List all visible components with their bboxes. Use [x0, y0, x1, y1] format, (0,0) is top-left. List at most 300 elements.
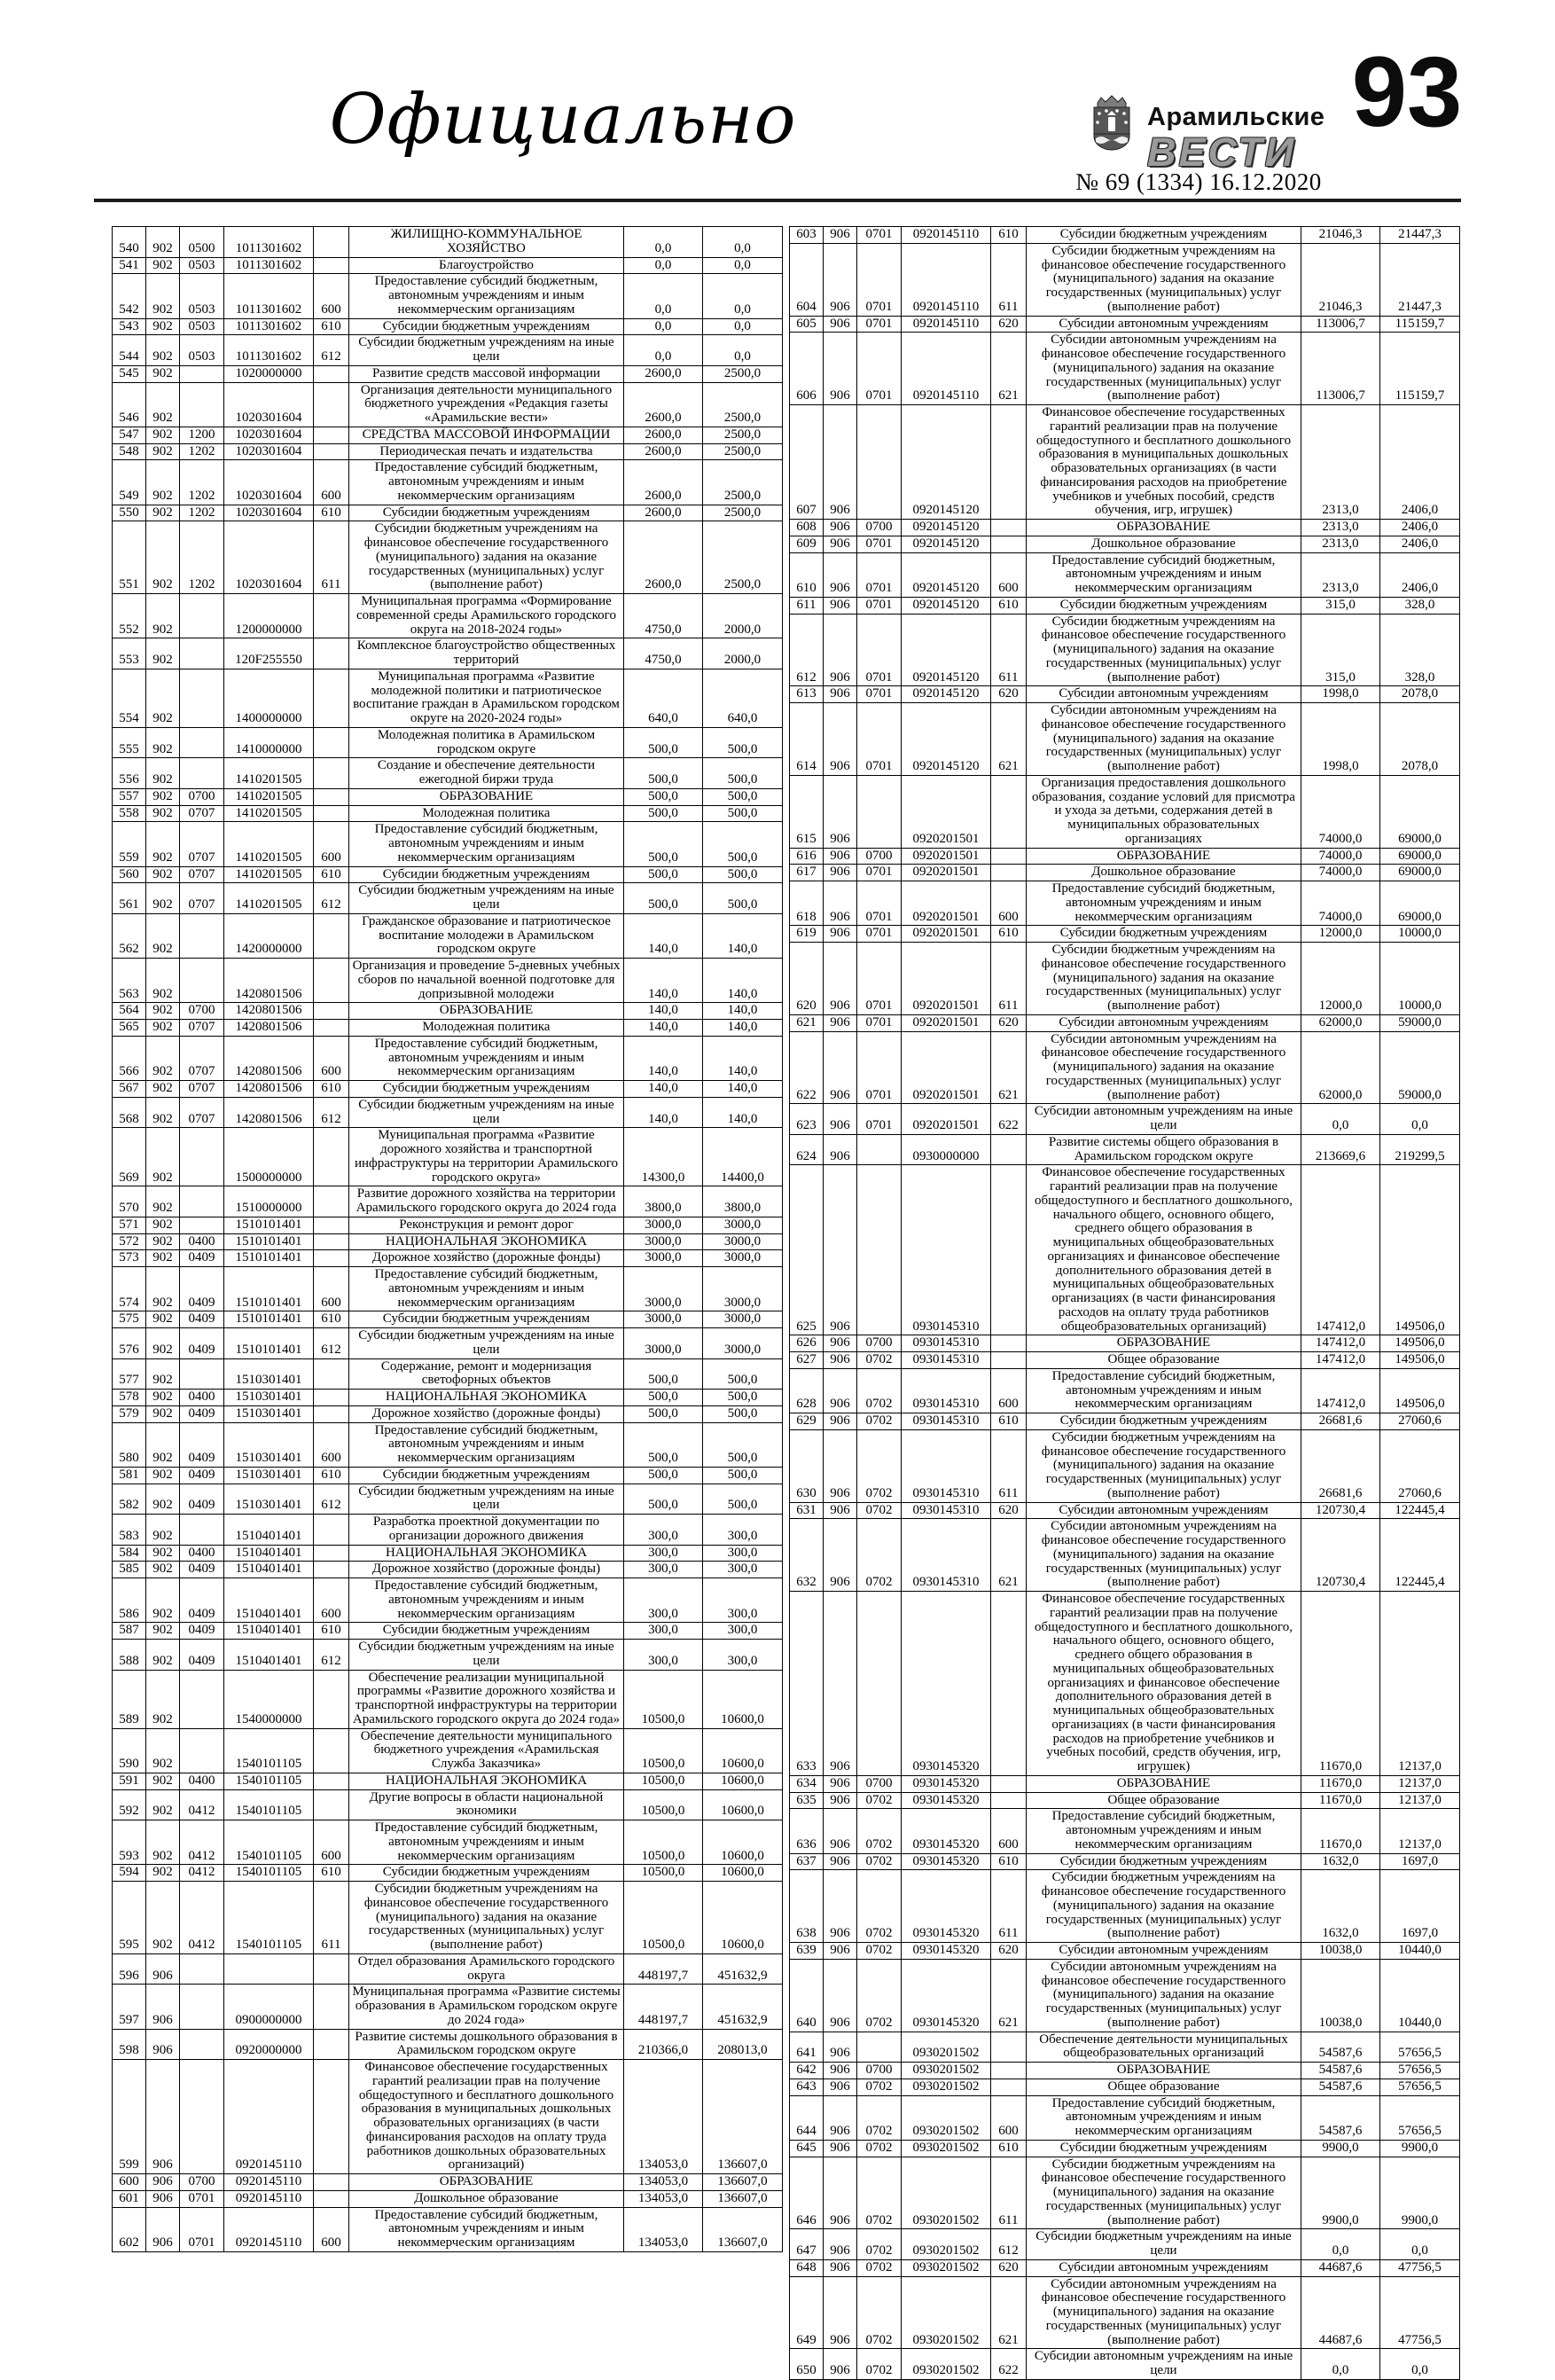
expense-type-code: 611 [991, 1870, 1027, 1943]
table-row [113, 727, 783, 758]
grbs-code: 902 [146, 1640, 180, 1671]
row-number: 590 [113, 1728, 146, 1773]
amount-col-1: 134053,0 [624, 2174, 703, 2191]
expense-name: Обеспечение деятельности муниципального бюджетного учреждения «Арамильская Служба Заказчика» [349, 1728, 624, 1773]
grbs-code: 906 [824, 1335, 857, 1352]
amount-col-1: 62000,0 [1301, 1031, 1380, 1104]
expense-name: Предоставление субсидий бюджетным, автономным учреждениям и иным некоммерческим организациям [349, 1578, 624, 1623]
row-number: 585 [113, 1562, 146, 1578]
amount-col-2: 328,0 [1380, 597, 1460, 614]
amount-col-1: 500,0 [624, 1358, 703, 1390]
expense-type-code [314, 1358, 349, 1390]
target-article-code: 0930145320 [902, 1959, 991, 2032]
grbs-code: 906 [146, 2060, 180, 2174]
grbs-code: 906 [824, 1809, 857, 1853]
amount-col-2: 47756,5 [1380, 2259, 1460, 2276]
grbs-code: 906 [146, 2029, 180, 2060]
section-code: 0412 [180, 1789, 224, 1820]
amount-col-1: 0,0 [624, 257, 703, 274]
table-row [113, 1953, 783, 1985]
target-article-code: 1410201505 [224, 866, 314, 883]
expense-type-code [314, 1545, 349, 1562]
target-article-code: 1020000000 [224, 365, 314, 382]
amount-col-2: 640,0 [703, 669, 783, 727]
section-code: 1202 [180, 460, 224, 505]
expense-type-code: 611 [991, 243, 1027, 316]
table-row [113, 1217, 783, 1233]
section-code: 0701 [857, 243, 902, 316]
expense-type-code [314, 758, 349, 789]
table-row [790, 1104, 1460, 1135]
expense-type-code: 600 [991, 2095, 1027, 2140]
row-number: 587 [113, 1623, 146, 1640]
grbs-code: 906 [824, 1134, 857, 1165]
brand-name-bottom: ВЕСТИ [1147, 129, 1297, 175]
table-row [790, 703, 1460, 776]
target-article-code: 0920145120 [902, 597, 991, 614]
row-number: 558 [113, 805, 146, 822]
target-article-code: 1510401401 [224, 1623, 314, 1640]
row-number: 628 [790, 1368, 824, 1413]
amount-col-1: 9900,0 [1301, 2140, 1380, 2157]
grbs-code: 902 [146, 1578, 180, 1623]
amount-col-1: 134053,0 [624, 2207, 703, 2251]
target-article-code: 1540101105 [224, 1728, 314, 1773]
amount-col-1: 11670,0 [1301, 1809, 1380, 1853]
expense-type-code [314, 1789, 349, 1820]
target-article-code: 1540101105 [224, 1773, 314, 1789]
grbs-code: 902 [146, 1789, 180, 1820]
amount-col-2: 10600,0 [703, 1773, 783, 1789]
expense-type-code: 600 [991, 552, 1027, 597]
expense-name: Субсидии бюджетным учреждениям [1027, 926, 1301, 943]
target-article-code: 1420801506 [224, 959, 314, 1003]
expense-name: Содержание, ремонт и модернизация светофорных объектов [349, 1358, 624, 1390]
expense-type-code [991, 1134, 1027, 1165]
amount-col-2: 10000,0 [1380, 926, 1460, 943]
amount-col-2: 451632,9 [703, 1985, 783, 2029]
row-number: 598 [113, 2029, 146, 2060]
amount-col-1: 500,0 [624, 1422, 703, 1467]
grbs-code: 906 [824, 703, 857, 776]
expense-name: Субсидии автономным учреждениям на иные цели [1027, 2349, 1301, 2380]
grbs-code: 906 [824, 1592, 857, 1776]
section-code: 0409 [180, 1267, 224, 1311]
section-code [180, 638, 224, 669]
grbs-code: 906 [824, 926, 857, 943]
section-code: 0701 [857, 881, 902, 926]
amount-col-1: 14300,0 [624, 1128, 703, 1186]
amount-col-2: 136607,0 [703, 2207, 783, 2251]
table-row [790, 926, 1460, 943]
target-article-code: 1510101401 [224, 1217, 314, 1233]
section-code [857, 775, 902, 848]
expense-name: Субсидии бюджетным учреждениям на финансовое обеспечение государственного (муниципального) задания на оказание государственных (муниципальных) услуг (выполнение работ) [1027, 2157, 1301, 2229]
row-number: 564 [113, 1003, 146, 1020]
row-number: 596 [113, 1953, 146, 1985]
row-number: 571 [113, 1217, 146, 1233]
amount-col-2: 47756,5 [1380, 2276, 1460, 2349]
table-row [790, 2349, 1460, 2380]
grbs-code: 906 [824, 2140, 857, 2157]
amount-col-2: 3000,0 [703, 1311, 783, 1328]
target-article-code: 0930145310 [902, 1413, 991, 1430]
target-article-code: 1420801506 [224, 1036, 314, 1080]
expense-name: Субсидии автономным учреждениям [1027, 2259, 1301, 2276]
section-code: 0503 [180, 318, 224, 335]
table-row [113, 1128, 783, 1186]
table-row [113, 1820, 783, 1865]
grbs-code: 906 [824, 536, 857, 552]
amount-col-1: 3000,0 [624, 1217, 703, 1233]
row-number: 625 [790, 1165, 824, 1335]
amount-col-1: 74000,0 [1301, 865, 1380, 881]
expense-type-code: 620 [991, 1014, 1027, 1031]
expense-name: Организация деятельности муниципального бюджетного учреждения «Редакция газеты «Арамильские вести» [349, 382, 624, 427]
table-row [113, 1020, 783, 1037]
target-article-code: 1510301401 [224, 1390, 314, 1406]
row-number: 559 [113, 822, 146, 866]
expense-type-code: 610 [314, 1865, 349, 1882]
amount-col-1: 11670,0 [1301, 1792, 1380, 1809]
expense-type-code: 610 [991, 2140, 1027, 2157]
header-divider [94, 199, 1461, 202]
amount-col-1: 113006,7 [1301, 333, 1380, 405]
expense-type-code: 621 [991, 1031, 1027, 1104]
target-article-code: 0920201501 [902, 926, 991, 943]
grbs-code: 902 [146, 505, 180, 521]
amount-col-1: 2313,0 [1301, 552, 1380, 597]
section-code: 0412 [180, 1865, 224, 1882]
grbs-code: 902 [146, 913, 180, 958]
target-article-code: 0930201502 [902, 2063, 991, 2079]
section-code: 0702 [857, 1413, 902, 1430]
grbs-code: 902 [146, 1186, 180, 1217]
amount-col-1: 448197,7 [624, 1985, 703, 2029]
expense-name: Субсидии автономным учреждениям [1027, 1502, 1301, 1519]
expense-type-code: 610 [991, 1853, 1027, 1870]
section-code: 0700 [857, 1775, 902, 1792]
expense-type-code [991, 1335, 1027, 1352]
table-row [113, 913, 783, 958]
expense-name: Гражданское образование и патриотическое воспитание молодежи в Арамильском городском округе [349, 913, 624, 958]
expense-type-code [991, 2063, 1027, 2079]
section-code [857, 1134, 902, 1165]
table-row [113, 382, 783, 427]
row-number: 624 [790, 1134, 824, 1165]
brand-name-top: Арамильские [1147, 103, 1325, 131]
expense-type-code [314, 669, 349, 727]
section-code: 0500 [180, 227, 224, 258]
section-code: 0701 [857, 926, 902, 943]
target-article-code: 0930145320 [902, 1775, 991, 1792]
amount-col-2: 149506,0 [1380, 1165, 1460, 1335]
section-code: 0700 [180, 788, 224, 805]
expense-name: ОБРАЗОВАНИЕ [349, 1003, 624, 1020]
row-number: 649 [790, 2276, 824, 2349]
target-article-code: 1410201505 [224, 788, 314, 805]
section-code: 0701 [857, 686, 902, 703]
section-code: 0400 [180, 1773, 224, 1789]
table-row [113, 1233, 783, 1250]
row-number: 597 [113, 1985, 146, 2029]
target-article-code: 0930201502 [902, 2157, 991, 2229]
amount-col-1: 140,0 [624, 959, 703, 1003]
amount-col-2: 136607,0 [703, 2174, 783, 2191]
table-row [790, 1165, 1460, 1335]
grbs-code: 902 [146, 1545, 180, 1562]
amount-col-2: 500,0 [703, 788, 783, 805]
amount-col-2: 500,0 [703, 866, 783, 883]
row-number: 554 [113, 669, 146, 727]
grbs-code: 906 [824, 614, 857, 686]
section-code: 0702 [857, 1792, 902, 1809]
amount-col-2: 115159,7 [1380, 333, 1460, 405]
target-article-code: 0920145110 [224, 2174, 314, 2191]
target-article-code: 1510301401 [224, 1358, 314, 1390]
row-number: 617 [790, 865, 824, 881]
table-row [790, 1335, 1460, 1352]
row-number: 546 [113, 382, 146, 427]
expense-type-code [991, 1775, 1027, 1792]
section-code: 0412 [180, 1882, 224, 1954]
grbs-code: 902 [146, 1358, 180, 1390]
table-row [790, 1368, 1460, 1413]
target-article-code: 1410201505 [224, 758, 314, 789]
amount-col-2: 12137,0 [1380, 1792, 1460, 1809]
row-number: 543 [113, 318, 146, 335]
section-code: 0701 [857, 1031, 902, 1104]
section-code: 0702 [857, 1809, 902, 1853]
amount-col-1: 147412,0 [1301, 1368, 1380, 1413]
amount-col-2: 0,0 [1380, 1104, 1460, 1135]
target-article-code: 0920145110 [224, 2190, 314, 2207]
amount-col-1: 12000,0 [1301, 926, 1380, 943]
expense-type-code: 612 [314, 1484, 349, 1515]
section-code: 0702 [857, 2079, 902, 2095]
target-article-code: 0920201501 [902, 775, 991, 848]
expense-type-code [314, 382, 349, 427]
grbs-code: 906 [824, 1014, 857, 1031]
row-number: 599 [113, 2060, 146, 2174]
target-article-code: 1540101105 [224, 1865, 314, 1882]
section-code: 0409 [180, 1578, 224, 1623]
expense-name: Обеспечение деятельности муниципальных общеобразовательных организаций [1027, 2032, 1301, 2063]
expense-name: Предоставление субсидий бюджетным, автономным учреждениям и иным некоммерческим организациям [1027, 552, 1301, 597]
target-article-code: 1011301602 [224, 257, 314, 274]
expense-type-code [314, 1250, 349, 1267]
amount-col-2: 2406,0 [1380, 405, 1460, 520]
grbs-code: 902 [146, 1882, 180, 1954]
expense-type-code [991, 520, 1027, 536]
row-number: 545 [113, 365, 146, 382]
table-row [113, 1003, 783, 1020]
expense-name: Дорожное хозяйство (дорожные фонды) [349, 1562, 624, 1578]
target-article-code: 0930201502 [902, 2079, 991, 2095]
table-row [790, 1031, 1460, 1104]
table-row [790, 2032, 1460, 2063]
grbs-code: 902 [146, 227, 180, 258]
section-code: 0700 [857, 1335, 902, 1352]
section-code: 0707 [180, 1097, 224, 1128]
grbs-code: 902 [146, 883, 180, 914]
expense-type-code [314, 1562, 349, 1578]
expense-name: Молодежная политика в Арамильском городском округе [349, 727, 624, 758]
expense-name: Субсидии бюджетным учреждениям на финансовое обеспечение государственного (муниципального) задания на оказание государственных (муниципальных) услуг (выполнение работ) [1027, 243, 1301, 316]
expense-type-code: 610 [991, 1413, 1027, 1430]
grbs-code: 906 [824, 2229, 857, 2260]
target-article-code: 0920145110 [224, 2207, 314, 2251]
expense-name: НАЦИОНАЛЬНАЯ ЭКОНОМИКА [349, 1545, 624, 1562]
grbs-code: 902 [146, 460, 180, 505]
grbs-code: 906 [824, 775, 857, 848]
expense-name: Субсидии бюджетным учреждениям [349, 505, 624, 521]
amount-col-1: 2313,0 [1301, 536, 1380, 552]
expense-name: Субсидии автономным учреждениям на финансовое обеспечение государственного (муниципального) задания на оказание государственных (муниципальных) услуг (выполнение работ) [1027, 1959, 1301, 2032]
row-number: 641 [790, 2032, 824, 2063]
section-code: 0409 [180, 1250, 224, 1267]
expense-name: Периодическая печать и издательства [349, 443, 624, 460]
expense-name: Молодежная политика [349, 1020, 624, 1037]
table-row [113, 638, 783, 669]
table-row [790, 1959, 1460, 2032]
target-article-code: 1011301602 [224, 227, 314, 258]
expense-type-code: 610 [314, 505, 349, 521]
expense-name: Муниципальная программа «Развитие молодежной политики и патриотическое воспитание граждан в Арамильском городском округе на 2020-2024 годы» [349, 669, 624, 727]
row-number: 544 [113, 335, 146, 366]
amount-col-2: 140,0 [703, 1003, 783, 1020]
expense-name: Развитие системы дошкольного образования в Арамильском городском округе [349, 2029, 624, 2060]
table-row [113, 1267, 783, 1311]
grbs-code: 902 [146, 443, 180, 460]
amount-col-2: 0,0 [703, 274, 783, 318]
expense-name: Реконструкция и ремонт дорог [349, 1217, 624, 1233]
amount-col-2: 59000,0 [1380, 1031, 1460, 1104]
expense-type-code: 622 [991, 1104, 1027, 1135]
expense-type-code [991, 536, 1027, 552]
section-code: 0400 [180, 1390, 224, 1406]
expense-name: Субсидии автономным учреждениям на финансовое обеспечение государственного (муниципального) задания на оказание государственных (муниципальных) услуг (выполнение работ) [1027, 703, 1301, 776]
amount-col-2: 300,0 [703, 1623, 783, 1640]
row-number: 622 [790, 1031, 824, 1104]
amount-col-2: 69000,0 [1380, 848, 1460, 865]
table-row [113, 2207, 783, 2251]
row-number: 612 [790, 614, 824, 686]
amount-col-2: 2000,0 [703, 638, 783, 669]
grbs-code: 906 [824, 2259, 857, 2276]
expense-name: Муниципальная программа «Формирование современной среды Арамильского городского округа на 2018-2024 годы» [349, 594, 624, 638]
row-number: 603 [790, 227, 824, 244]
amount-col-2: 2500,0 [703, 427, 783, 443]
section-code [180, 2060, 224, 2174]
row-number: 548 [113, 443, 146, 460]
section-code: 0701 [857, 227, 902, 244]
amount-col-1: 3000,0 [624, 1233, 703, 1250]
table-row [113, 1358, 783, 1390]
amount-col-2: 500,0 [703, 727, 783, 758]
section-code [857, 2032, 902, 2063]
expense-type-code: 610 [991, 926, 1027, 943]
table-row [790, 2095, 1460, 2140]
expense-type-code: 611 [314, 1882, 349, 1954]
table-row [113, 2060, 783, 2174]
target-article-code: 0920201501 [902, 881, 991, 926]
row-number: 586 [113, 1578, 146, 1623]
table-row [113, 1390, 783, 1406]
grbs-code: 906 [824, 686, 857, 703]
row-number: 569 [113, 1128, 146, 1186]
expense-name: Предоставление субсидий бюджетным, автономным учреждениям и иным некоммерческим организациям [349, 822, 624, 866]
section-code [180, 1670, 224, 1728]
grbs-code: 902 [146, 1865, 180, 1882]
amount-col-2: 500,0 [703, 805, 783, 822]
row-number: 541 [113, 257, 146, 274]
target-article-code: 1200000000 [224, 594, 314, 638]
table-row [113, 866, 783, 883]
section-code: 0702 [857, 1959, 902, 2032]
table-row [790, 1592, 1460, 1776]
row-number: 576 [113, 1328, 146, 1359]
target-article-code: 1510301401 [224, 1422, 314, 1467]
expense-type-code: 612 [991, 2229, 1027, 2260]
table-row [790, 2259, 1460, 2276]
table-row [113, 1865, 783, 1882]
expense-name: Дорожное хозяйство (дорожные фонды) [349, 1405, 624, 1422]
table-row [113, 1640, 783, 1671]
table-row [790, 1429, 1460, 1502]
amount-col-2: 2500,0 [703, 521, 783, 594]
expense-name: Субсидии бюджетным учреждениям [349, 1623, 624, 1640]
amount-col-2: 3000,0 [703, 1233, 783, 1250]
expense-name: Общее образование [1027, 1792, 1301, 1809]
grbs-code: 906 [824, 333, 857, 405]
table-row [113, 959, 783, 1003]
row-number: 650 [790, 2349, 824, 2380]
amount-col-1: 120730,4 [1301, 1502, 1380, 1519]
row-number: 561 [113, 883, 146, 914]
grbs-code: 902 [146, 594, 180, 638]
amount-col-1: 300,0 [624, 1515, 703, 1546]
grbs-code: 902 [146, 866, 180, 883]
amount-col-2: 300,0 [703, 1640, 783, 1671]
table-row [113, 1578, 783, 1623]
amount-col-2: 12137,0 [1380, 1775, 1460, 1792]
amount-col-2: 0,0 [1380, 2349, 1460, 2380]
amount-col-1: 21046,3 [1301, 243, 1380, 316]
row-number: 592 [113, 1789, 146, 1820]
expense-type-code [991, 865, 1027, 881]
target-article-code: 0920201501 [902, 848, 991, 865]
target-article-code: 0930145320 [902, 1592, 991, 1776]
table-row [790, 1352, 1460, 1369]
target-article-code: 0930145320 [902, 1870, 991, 1943]
row-number: 591 [113, 1773, 146, 1789]
amount-col-2: 500,0 [703, 1405, 783, 1422]
table-row [113, 2190, 783, 2207]
expense-type-code [314, 1128, 349, 1186]
amount-col-1: 2600,0 [624, 505, 703, 521]
grbs-code: 902 [146, 1250, 180, 1267]
section-code [857, 405, 902, 520]
target-article-code: 0930145320 [902, 1853, 991, 1870]
amount-col-2: 3000,0 [703, 1217, 783, 1233]
amount-col-1: 500,0 [624, 1467, 703, 1484]
section-code: 0707 [180, 1020, 224, 1037]
target-article-code: 0930201502 [902, 2349, 991, 2380]
table-row [113, 1670, 783, 1728]
row-number: 623 [790, 1104, 824, 1135]
section-code [180, 2029, 224, 2060]
